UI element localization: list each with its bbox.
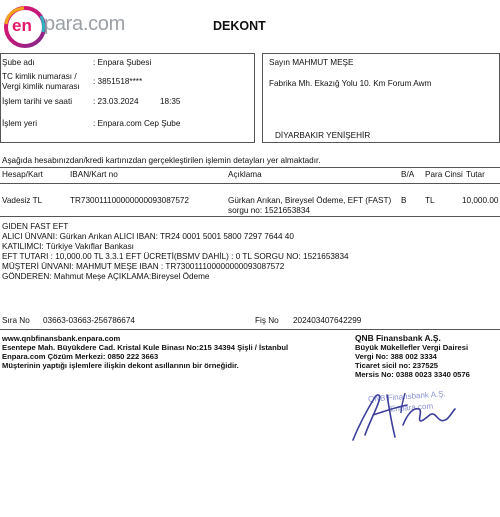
tc-label-line2: Vergi kimlik numarası [2, 82, 80, 91]
tarih-value: : 23.03.2024 [93, 97, 139, 106]
yer-label: İşlem yeri [2, 119, 38, 128]
col-header-hesap: Hesap/Kart [2, 170, 43, 179]
footer-rule [0, 329, 500, 330]
row-ba: B [401, 196, 407, 205]
detail-line: GIDEN FAST EFT [2, 222, 69, 231]
detail-line: ALICI ÜNVANI: Gürkan Arıkan ALICI IBAN: TR24 0001 5001 5800 7297 7644 40 [2, 232, 294, 241]
saat-value: 18:35 [160, 97, 181, 106]
stamp-line2: Enpara.com [389, 401, 434, 414]
yer-value: : Enpara.com Cep Şube [93, 119, 181, 128]
row-tutar: 10,000.00 [462, 196, 499, 205]
col-header-tutar: Tutar [466, 170, 485, 179]
col-header-aciklama: Açıklama [228, 170, 262, 179]
customer-city: DİYARBAKIR YENİŞEHİR [275, 131, 371, 140]
sube-value: : Enpara Şubesi [93, 58, 152, 67]
col-header-ba: B/A [401, 170, 415, 179]
footer-tax-office: Büyük Mükellefler Vergi Dairesi [355, 343, 469, 352]
table-header-rule [0, 183, 500, 184]
sira-value: 03663-03663-256786674 [43, 316, 135, 325]
footer-bank-name: QNB Finansbank A.Ş. [355, 333, 441, 343]
signature-graphic [345, 385, 465, 447]
footer-call-center: Enpara.com Çözüm Merkezi: 0850 222 3663 [2, 352, 159, 361]
row-hesap: Vadesiz TL [2, 196, 43, 205]
footer-trade-registry: Ticaret sicil no: 237525 [355, 361, 439, 370]
detail-line: EFT TUTARI : 10,000.00 TL 3.3.1 EFT ÜCRETİ(BSMV DAHİL) : 0 TL SORGU NO: 1521653834 [2, 252, 349, 261]
row-aciklama-line2: sorgu no: 1521653834 [228, 206, 310, 215]
fis-label: Fiş No [255, 316, 279, 325]
footer-tax-no: Vergi No: 388 002 3334 [355, 352, 437, 361]
table-bottom-rule [0, 216, 500, 217]
footer-disclaimer: Müşterinin yaptığı işlemlere ilişkin dekont asıllarının bir örneğidir. [2, 361, 239, 370]
row-para: TL [425, 196, 435, 205]
detail-line: KATILIMCI: Türkiye Vakıflar Bankası [2, 242, 134, 251]
footer-mersis: Mersis No: 0388 0023 3340 0576 [355, 370, 470, 379]
sube-label: Şube adı [2, 58, 35, 67]
col-header-para: Para Cinsi [425, 170, 463, 179]
fis-value: 202403407642299 [293, 316, 362, 325]
notice-text: Aşağıda hesabınızdan/kredi kartınızdan gerçekleştirilen işlemin detayları yer almaktadır. [2, 156, 321, 165]
row-iban: TR730011100000000093087572 [70, 196, 189, 205]
customer-address: Fabrika Mh. Ekazığ Yolu 10. Km Forum Awm [269, 79, 432, 88]
detail-line: GÖNDEREN: Mahmut Meşe AÇIKLAMA:Bireysel Ödeme [2, 272, 210, 281]
footer-address: Esentepe Mah. Büyükdere Cad. Kristal Kule Binası No:215 34394 Şişli / İstanbul [2, 343, 289, 352]
table-top-rule [0, 167, 500, 168]
footer-website: www.qnbfinansbank.enpara.com [2, 334, 121, 343]
customer-name: Sayın MAHMUT MEŞE [269, 58, 354, 67]
tc-value: : 3851518**** [93, 77, 143, 86]
tc-label-line1: TC kimlik numarası / [2, 72, 77, 81]
sira-label: Sıra No [2, 316, 30, 325]
stamp-line1: QNB Finansbank A.Ş. [367, 389, 447, 404]
detail-line: MÜŞTERİ ÜNVANI: MAHMUT MEŞE IBAN : TR730011100000000093087572 [2, 262, 285, 271]
tarih-label: İşlem tarihi ve saati [2, 97, 73, 106]
row-aciklama-line1: Gürkan Arıkan, Bireysel Ödeme, EFT (FAST) [228, 196, 392, 205]
col-header-iban: IBAN/Kart no [70, 170, 118, 179]
logo-en-text: en [12, 16, 32, 35]
logo-brand-text: para.com [44, 13, 125, 35]
document-title: DEKONT [213, 19, 266, 33]
